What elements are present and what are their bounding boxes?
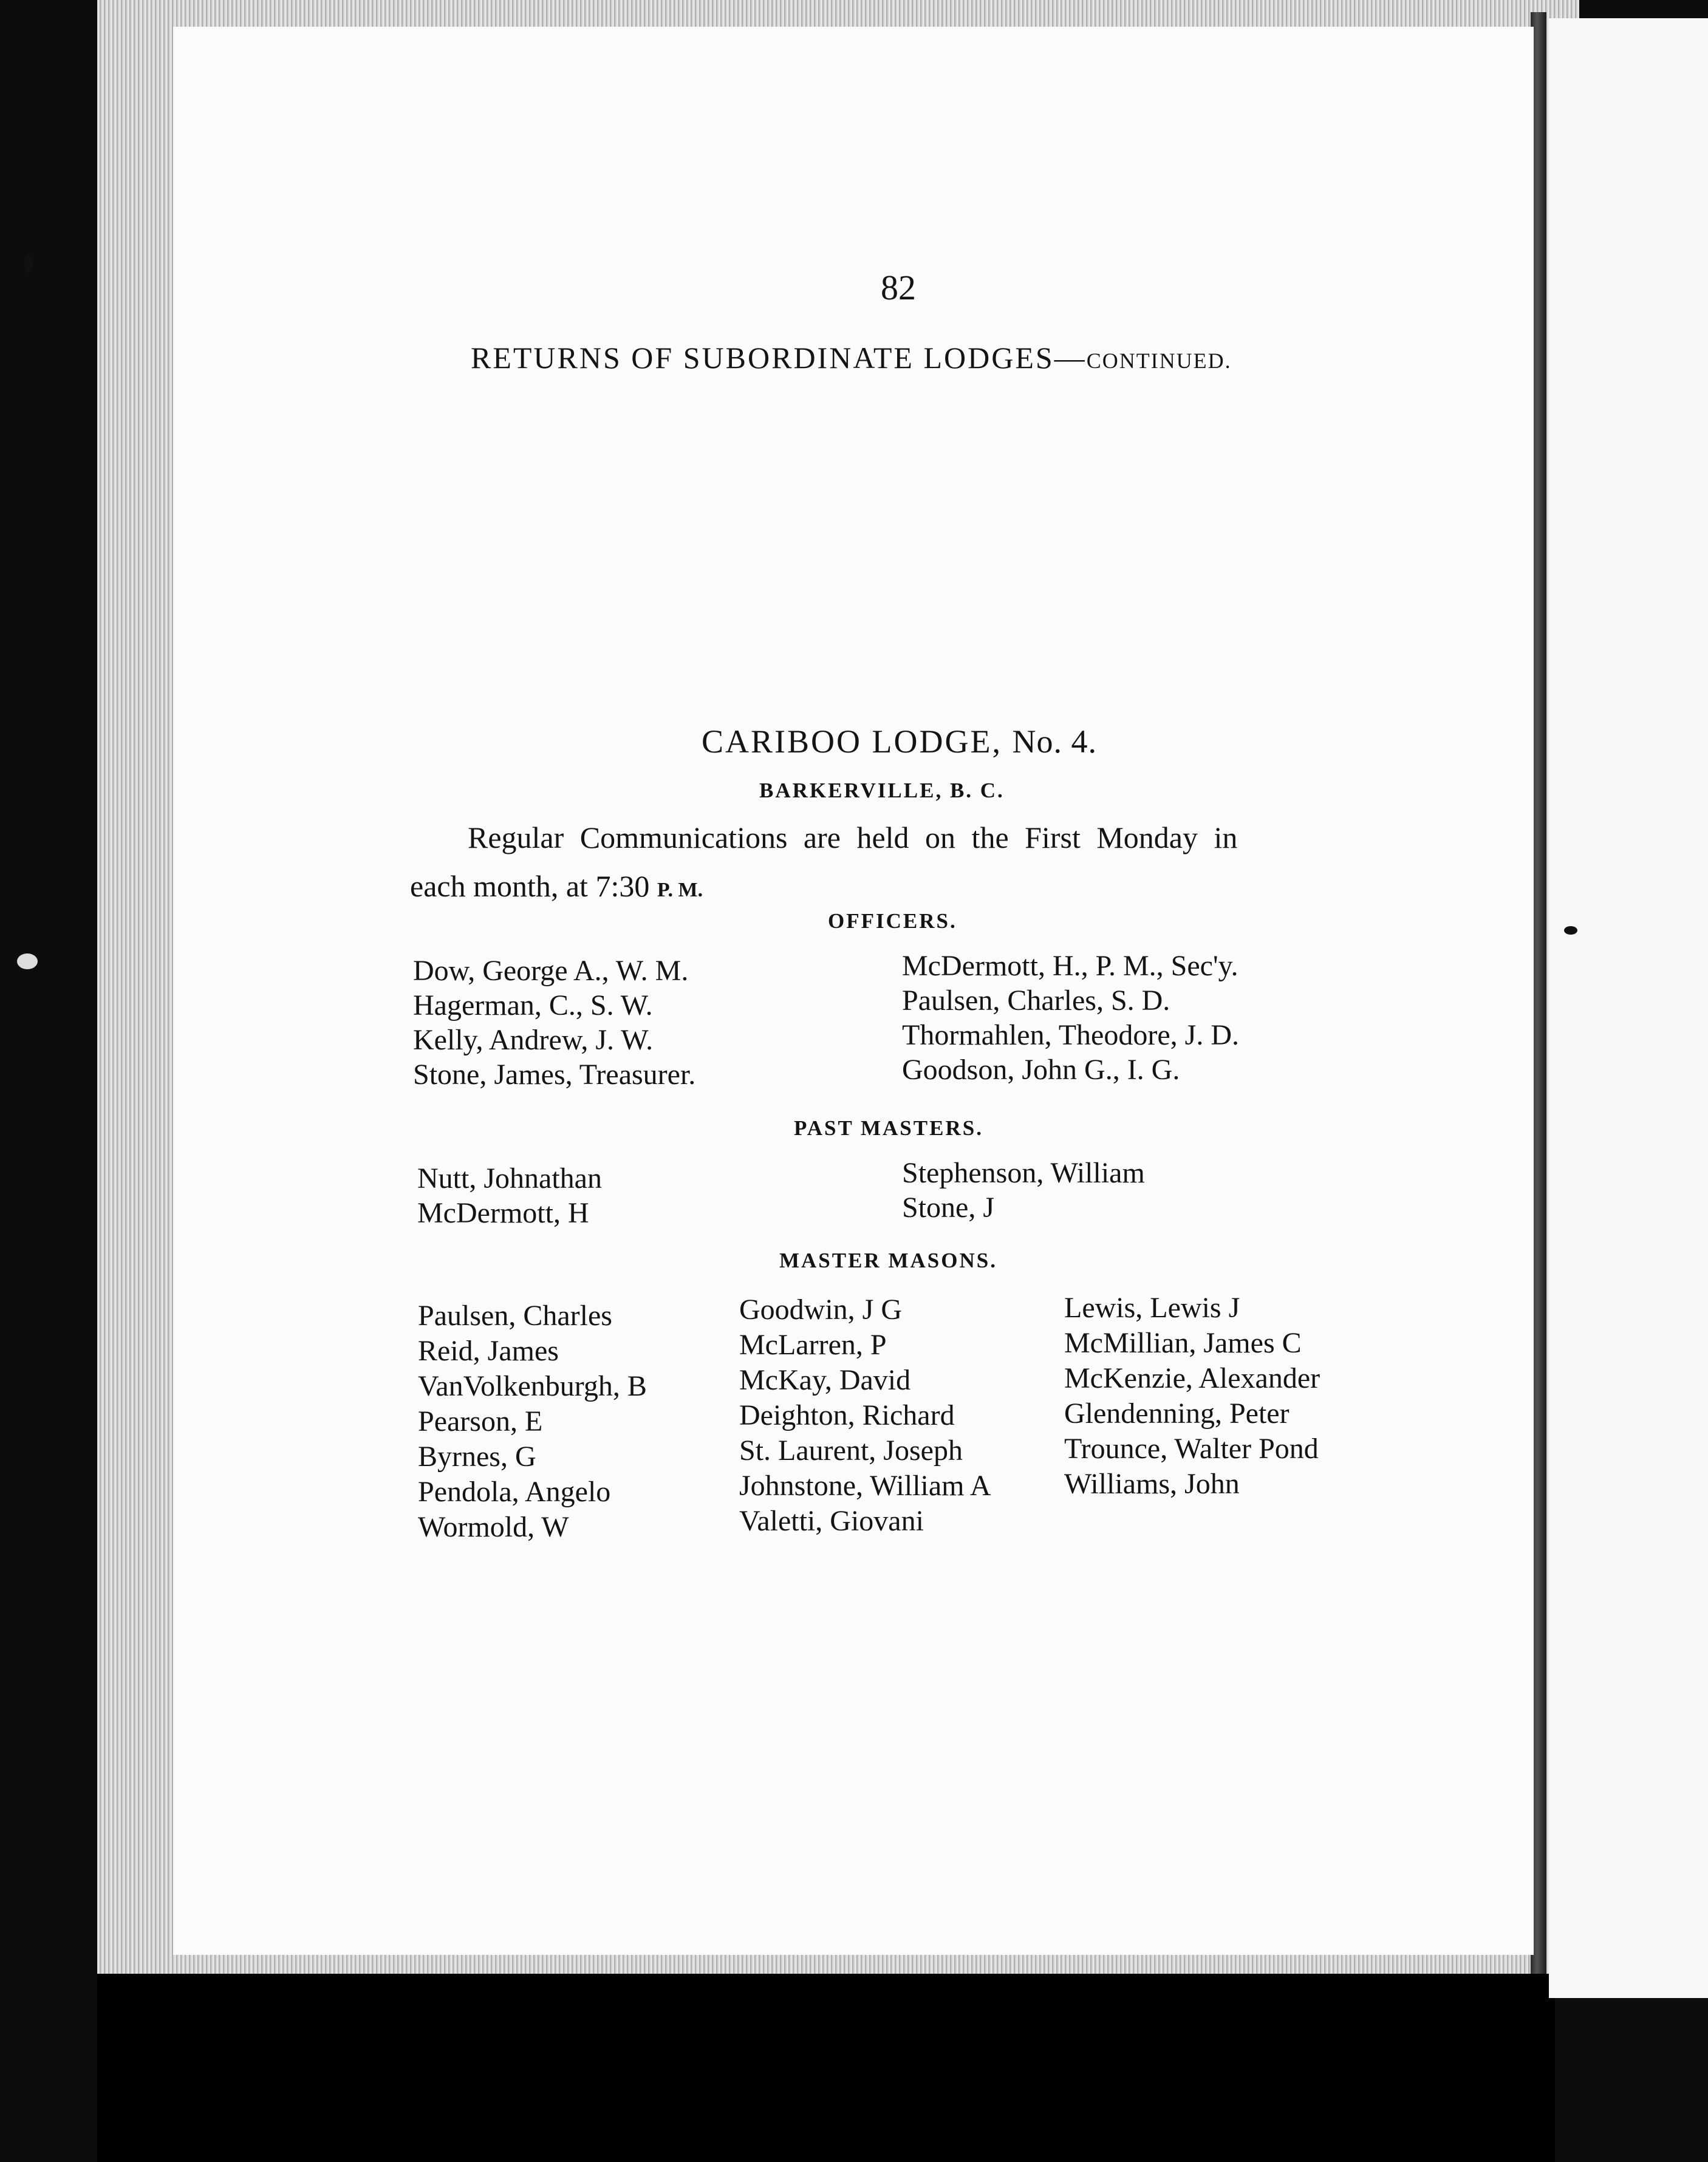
communications-text: each month, at 7:30: [410, 869, 650, 903]
officer-entry: McDermott, H., P. M., Sec'y.: [902, 950, 1238, 982]
master-mason-entry: Deighton, Richard: [739, 1399, 955, 1431]
communications-line-2: [410, 868, 703, 904]
officer-entry: Kelly, Andrew, J. W.: [413, 1024, 654, 1056]
officer-entry: Paulsen, Charles, S. D.: [902, 984, 1170, 1017]
master-mason-entry: Johnstone, William A: [739, 1470, 991, 1502]
officer-entry: Stone, James, Treasurer.: [413, 1059, 696, 1091]
master-mason-entry: Goodwin, J G: [739, 1294, 903, 1326]
master-mason-entry: Pendola, Angelo: [418, 1476, 611, 1508]
master-mason-entry: Wormold, W: [418, 1511, 569, 1543]
past-master-entry: McDermott, H: [417, 1197, 589, 1229]
page-number: 82: [881, 268, 916, 307]
communications-time-suffix: P. M.: [657, 879, 703, 901]
lodge-number: No. 4.: [1012, 723, 1097, 760]
past-master-entry: Stephenson, William: [902, 1157, 1145, 1189]
officer-entry: Dow, George A., W. M.: [413, 955, 689, 987]
master-mason-entry: Williams, John: [1064, 1468, 1240, 1500]
master-mason-entry: Reid, James: [418, 1335, 559, 1367]
officers-heading: OFFICERS.: [828, 909, 957, 933]
lodge-title: [702, 723, 1097, 760]
master-mason-entry: Trounce, Walter Pond: [1064, 1433, 1319, 1465]
running-head-continued: CONTINUED.: [1086, 349, 1232, 373]
master-masons-heading: MASTER MASONS.: [779, 1249, 997, 1272]
scan-shadow: [97, 1974, 1555, 2162]
running-head-main: RETURNS OF SUBORDINATE LODGES—: [471, 341, 1087, 375]
document-page: [173, 27, 1534, 1955]
lodge-name: CARIBOO LODGE,: [702, 723, 1002, 760]
scan-speck: [24, 255, 33, 273]
communications-line-1: Regular Communications are held on the First Monday in: [468, 820, 1238, 854]
scan-speck: [17, 953, 38, 969]
master-masons-column-3: [1064, 1291, 1320, 1502]
master-mason-entry: McLarren, P: [739, 1329, 887, 1361]
master-mason-entry: St. Laurent, Joseph: [739, 1434, 963, 1467]
scan-speck: [1564, 926, 1577, 935]
master-mason-entry: Glendenning, Peter: [1064, 1397, 1290, 1430]
master-mason-entry: McKay, David: [739, 1364, 911, 1396]
master-mason-entry: Lewis, Lewis J: [1064, 1292, 1240, 1324]
facing-page: [1549, 18, 1708, 1998]
master-mason-entry: Valetti, Giovani: [739, 1505, 924, 1537]
master-masons-column-2: [739, 1292, 991, 1539]
officer-entry: Thormahlen, Theodore, J. D.: [902, 1019, 1239, 1051]
past-masters-right-column: [902, 1156, 1145, 1225]
past-masters-heading: PAST MASTERS.: [794, 1116, 983, 1140]
past-master-entry: Stone, J: [902, 1192, 995, 1224]
master-mason-entry: Pearson, E: [418, 1405, 543, 1437]
master-mason-entry: Paulsen, Charles: [418, 1300, 612, 1332]
running-head: [471, 340, 1232, 375]
master-mason-entry: Byrnes, G: [418, 1441, 536, 1473]
master-masons-column-1: [418, 1298, 647, 1545]
officer-entry: Hagerman, C., S. W.: [413, 989, 653, 1021]
officers-right-column: [902, 949, 1239, 1087]
master-mason-entry: McMillian, James C: [1064, 1327, 1302, 1359]
officers-left-column: [413, 953, 695, 1092]
officer-entry: Goodson, John G., I. G.: [902, 1054, 1180, 1086]
master-mason-entry: VanVolkenburgh, B: [418, 1370, 647, 1402]
past-master-entry: Nutt, Johnathan: [417, 1162, 602, 1195]
lodge-location: BARKERVILLE, B. C.: [759, 779, 1005, 802]
master-mason-entry: McKenzie, Alexander: [1064, 1362, 1320, 1394]
past-masters-left-column: [417, 1161, 602, 1230]
